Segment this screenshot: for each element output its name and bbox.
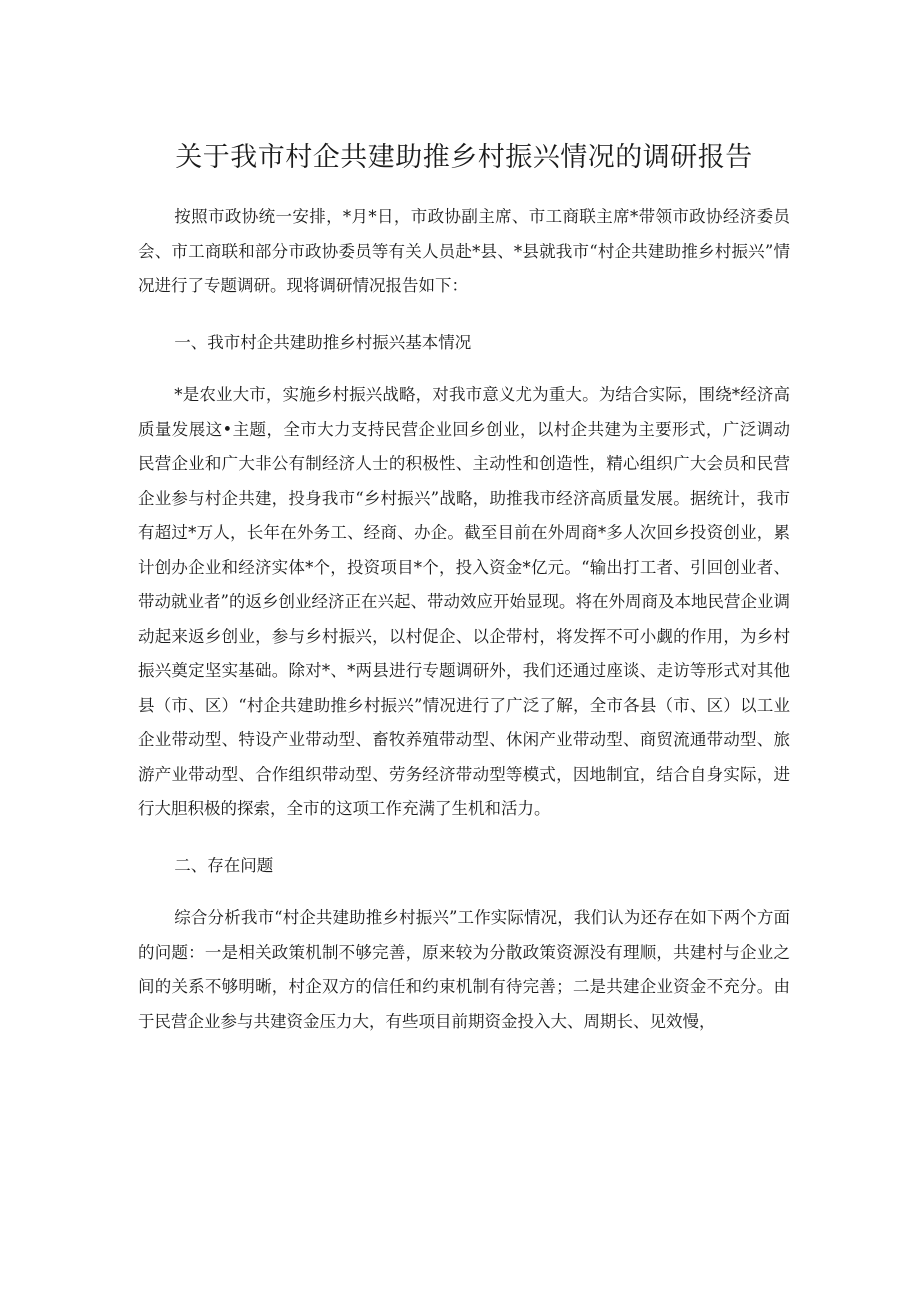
section-2-heading: 二、存在问题 (174, 855, 274, 875)
section-1-paragraph: *是农业大市，实施乡村振兴战略，对我市意义尤为重大。为结合实际，围绕*经济高质量发展这•主题，全市大力支持民营企业回乡创业，以村企共建为主要形式，广泛调动民营企业和广大非公有制经济人士的积极性、主动性和创造性，精心组织广大会员和民营企业参与村企共建，投身我市“乡村振兴”战略，助推我市经济高质量发展。据统计，我市有超过*万人，长年在外务工、经商、办企。截至目前在外周商*多人次回乡投资创业，累计创办企业和经济实体*个，投资项目*个，投入资金*亿元。“输出打工者、引回创业者、带动就业者”的返乡创业经济正在兴起、带动效应开始显现。将在外周商及本地民营企业调动起来返乡创业，参与乡村振兴，以村促企、以企带村，将发挥不可小觑的作用，为乡村振兴奠定坚实基础。除对*、*两县进行专题调研外，我们还通过座谈、走访等形式对其他县（市、区）“村企共建助推乡村振兴”情况进行了广泛了解，全市各县（市、区）以工业企业带动型、特设产业带动型、畜牧养殖带动型、休闲产业带动型、商贸流通带动型、旅游产业带动型、合作组织带动型、劳务经济带动型等模式，因地制宜，结合自身实际，进行大胆积极的探索，全市的这项工作充满了生机和活力。 (138, 385, 790, 818)
document-title: 关于我市村企共建助推乡村振兴情况的调研报告 (175, 142, 753, 173)
section-2-paragraph: 综合分析我市“村企共建助推乡村振兴”工作实际情况，我们认为还存在如下两个方面的问题：一是相关政策机制不够完善，原来较为分散政策资源没有理顺，共建村与企业之间的关系不够明晰，村企双方的信任和约束机制有待完善；二是共建企业资金不充分。由于民营企业参与共建资金压力大，有些项目前期资金投入大、周期长、见效慢， (138, 908, 790, 1031)
document-page (138, 0, 790, 1039)
intro-paragraph: 按照市政协统一安排，*月*日，市政协副主席、市工商联主席*带领市政协经济委员会、市工商联和部分市政协委员等有关人员赴*县、*县就我市“村企共建助推乡村振兴”情况进行了专题调研。现将调研情况报告如下： (138, 207, 790, 295)
section-1-heading: 一、我市村企共建助推乡村振兴基本情况 (174, 332, 472, 352)
